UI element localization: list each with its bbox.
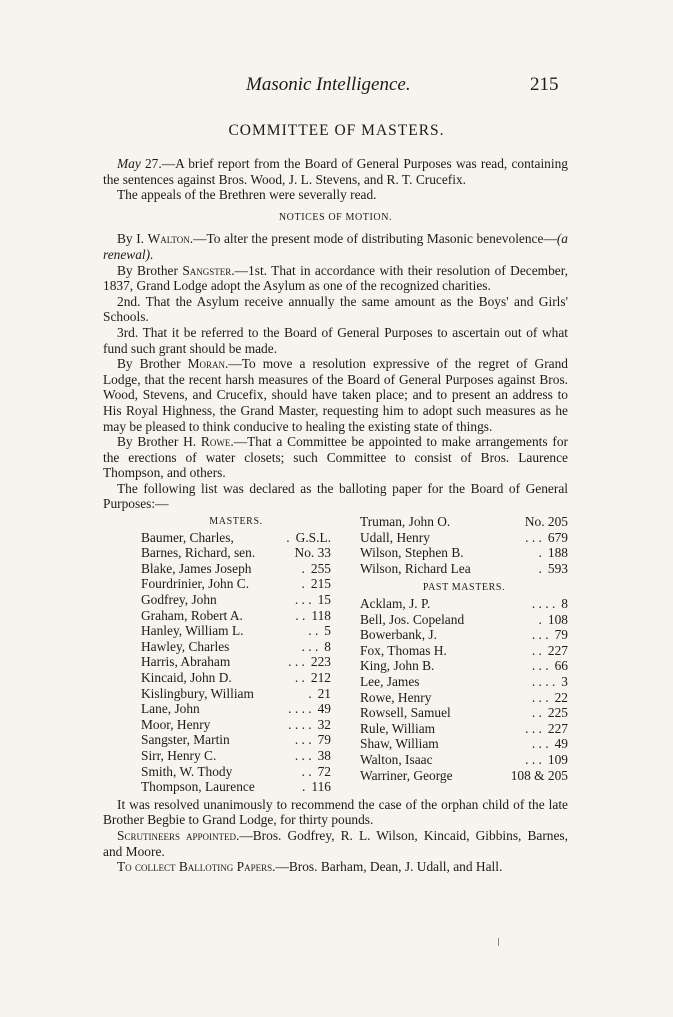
entry-dots: . — [538, 611, 542, 627]
ballot-entry — [360, 612, 568, 628]
entry-name: Hawley, Charles — [141, 638, 230, 654]
ballot-entry — [141, 764, 331, 780]
entry-name: Lane, John — [141, 701, 200, 717]
entry-dots: . . — [531, 642, 542, 658]
ballot-entry — [360, 690, 568, 706]
entry-dots: . . — [295, 607, 306, 623]
report-date: May — [117, 156, 141, 171]
print-mark — [498, 938, 499, 946]
ballot-entry — [360, 705, 568, 721]
entry-dots: . . . . — [288, 716, 312, 732]
entry-name: Udall, Henry — [360, 529, 430, 545]
entry-name: Fourdrinier, John C. — [141, 576, 250, 592]
motion-lead: By I. — [117, 231, 148, 247]
masters-continued-list — [360, 514, 568, 576]
entry-name: Barnes, Richard, sen. — [141, 545, 256, 561]
entry-name: Hanley, William L. — [141, 623, 244, 639]
ballot-list — [103, 514, 568, 795]
entry-number: 108 & 205 — [510, 767, 568, 783]
entry-lodge — [302, 576, 331, 592]
entry-lodge — [539, 612, 568, 628]
ballot-right-column — [360, 514, 568, 795]
entry-name: Graham, Robert A. — [141, 607, 243, 623]
entry-lodge — [525, 752, 568, 768]
report-text: 27.—A brief report from the Board of General Purposes was read, containing the sentences against Bros. Wood, J. L. Stevens, and R. T. Crucefix. — [103, 156, 568, 187]
entry-number: 215 — [310, 576, 331, 592]
entry-name: King, John B. — [360, 658, 435, 674]
entry-dots: . . . — [531, 627, 549, 643]
entry-name: Shaw, William — [360, 736, 439, 752]
entry-number: 255 — [310, 560, 331, 576]
past-masters-list — [360, 596, 568, 783]
entry-lodge — [288, 701, 331, 717]
entry-lodge — [532, 674, 568, 690]
ballot-entry — [360, 721, 568, 737]
entry-lodge — [302, 764, 331, 780]
entry-lodge — [519, 514, 568, 530]
ballot-entry — [141, 545, 331, 561]
entry-dots: . . — [301, 763, 312, 779]
paragraph-sangster-motion — [103, 263, 568, 294]
entry-lodge — [295, 732, 331, 748]
entry-lodge — [539, 545, 568, 561]
motion-text: .—That a Committee be appointed to make arrangements for the erections of water closets; such Committee to consist of Bros. Laurence Thompson, and others. — [103, 434, 568, 481]
ballot-entry — [360, 752, 568, 768]
motion-name: Sangster — [182, 262, 232, 278]
entry-number: 679 — [547, 529, 568, 545]
paragraph-scrutineers — [103, 828, 568, 859]
entry-number: 79 — [554, 627, 568, 643]
entry-number: 8 — [324, 638, 331, 654]
entry-name: Godfrey, John — [141, 592, 217, 608]
entry-number: G.S.L. — [295, 529, 331, 545]
ballot-entry — [360, 658, 568, 674]
entry-dots: . — [301, 560, 305, 576]
entry-dots: . . . — [531, 689, 549, 705]
entry-name: Blake, James Joseph — [141, 560, 252, 576]
entry-dots: . . . — [288, 654, 305, 670]
entry-number: 108 — [547, 611, 568, 627]
entry-number: 8 — [561, 596, 568, 612]
entry-dots: . . — [531, 705, 542, 721]
entry-number: 225 — [547, 705, 568, 721]
entry-lodge — [302, 779, 331, 795]
entry-name: Baumer, Charles, — [141, 529, 234, 545]
paragraph-balloting-collectors — [103, 859, 568, 875]
entry-number: 109 — [547, 751, 568, 767]
entry-number: 188 — [547, 545, 568, 561]
ballot-entry — [141, 670, 331, 686]
ballot-entry — [141, 654, 331, 670]
paragraph-second: 2nd. That the Asylum receive annually the same amount as the Boys' and Girls' Schools. — [103, 293, 568, 325]
entry-lodge — [288, 654, 331, 670]
entry-lodge — [295, 670, 331, 686]
ballot-entry — [360, 561, 568, 577]
motion-lead: By Brother — [117, 356, 188, 372]
paragraph-appeals: The appeals of the Brethren were severally read. — [117, 187, 377, 203]
entry-number: No. 33 — [294, 545, 331, 561]
ballot-entry — [141, 530, 331, 546]
entry-dots: . . . . — [531, 674, 556, 689]
entry-lodge — [532, 643, 568, 659]
entry-dots: . . . — [294, 747, 312, 763]
entry-lodge — [532, 596, 568, 612]
entry-dots: . . . . — [531, 596, 556, 612]
collectors-label: To collect Balloting Papers — [117, 859, 273, 875]
entry-name: Truman, John O. — [360, 514, 451, 530]
entry-dots: . . . . — [288, 701, 312, 717]
notices-heading: NOTICES OF MOTION. — [278, 211, 393, 223]
entry-lodge — [295, 592, 331, 608]
ballot-entry — [141, 623, 331, 639]
entry-lodge — [302, 639, 331, 655]
ballot-entry — [141, 576, 331, 592]
entry-dots: . . . — [525, 751, 542, 767]
entry-number: 66 — [554, 658, 568, 674]
ballot-entry — [360, 736, 568, 752]
entry-dots: . . . — [294, 592, 312, 608]
entry-number: 118 — [311, 607, 331, 623]
entry-name: Warriner, George — [360, 767, 453, 783]
entry-dots: . . — [294, 670, 305, 685]
paragraph-ballot-intro: The following list was declared as the balloting paper for the Board of General Purposes:— — [103, 480, 568, 512]
ballot-entry — [141, 779, 331, 795]
masters-list — [141, 530, 331, 795]
entry-dots: . . . — [525, 720, 542, 736]
entry-dots: . . . — [531, 736, 549, 752]
ballot-entry — [141, 592, 331, 608]
entry-number: 227 — [547, 720, 568, 736]
entry-dots: . . . — [525, 529, 542, 545]
entry-dots: . — [301, 576, 305, 592]
ballot-entry — [141, 639, 331, 655]
entry-number: 49 — [554, 736, 568, 752]
entry-name: Walton, Isaac — [360, 751, 433, 767]
entry-lodge — [286, 530, 331, 546]
ballot-entry — [141, 717, 331, 733]
entry-number: 22 — [554, 689, 568, 705]
collectors-text: .—Bros. Barham, Dean, J. Udall, and Hall. — [272, 859, 503, 875]
entry-lodge — [302, 561, 331, 577]
entry-name: Fox, Thomas H. — [360, 642, 447, 658]
section-title: COMMITTEE OF MASTERS. — [228, 122, 445, 139]
entry-name: Wilson, Richard Lea — [360, 560, 471, 576]
entry-lodge — [289, 545, 331, 561]
entry-dots: . — [302, 779, 306, 795]
entry-dots: . — [308, 685, 312, 701]
ballot-entry — [141, 686, 331, 702]
ballot-entry — [360, 627, 568, 643]
ballot-entry — [360, 596, 568, 612]
past-masters-heading: PAST MASTERS. — [422, 582, 506, 594]
entry-name: Smith, W. Thody — [141, 763, 233, 779]
entry-lodge — [308, 623, 331, 639]
entry-dots: . . . — [294, 732, 312, 748]
entry-number: 5 — [324, 623, 331, 639]
motion-italic: (a renewal). — [103, 231, 568, 262]
entry-lodge — [295, 608, 331, 624]
scrutineers-text: .—Bros. Godfrey, R. L. Wilson, Kincaid, Gibbins, Barnes, and Moore. — [103, 827, 568, 859]
entry-lodge — [532, 658, 568, 674]
entry-name: Moor, Henry — [141, 716, 211, 732]
entry-lodge — [532, 736, 568, 752]
entry-number: 38 — [317, 747, 331, 763]
ballot-entry — [360, 643, 568, 659]
paragraph-third: 3rd. That it be referred to the Board of General Purposes to ascertain out of what fund such grant should be made. — [103, 324, 568, 356]
scrutineers-label: Scrutineers appointed — [117, 827, 237, 843]
entry-number: 116 — [311, 779, 331, 795]
page-body — [103, 156, 568, 875]
entry-name: Sirr, Henry C. — [141, 747, 217, 763]
motion-name: Moran — [187, 356, 225, 372]
entry-lodge — [525, 721, 568, 737]
entry-name: Rule, William — [360, 720, 436, 736]
entry-name: Acklam, J. P. — [360, 596, 431, 612]
entry-dots: . — [538, 545, 542, 561]
page-number: 215 — [530, 74, 559, 95]
ballot-entry — [141, 701, 331, 717]
motion-lead: By Brother H. — [117, 434, 201, 450]
ballot-left-column — [141, 514, 331, 795]
entry-name: Kincaid, John D. — [141, 670, 232, 685]
entry-lodge — [532, 690, 568, 706]
entry-name: Bowerbank, J. — [360, 627, 437, 643]
running-title: Masonic Intelligence. — [246, 74, 411, 95]
entry-lodge — [295, 748, 331, 764]
ballot-entry — [360, 514, 568, 530]
ballot-entry — [141, 748, 331, 764]
entry-number: No. 205 — [524, 514, 568, 530]
entry-dots: . . . — [531, 658, 549, 674]
motion-lead: By Brother — [117, 262, 183, 278]
motion-text: .—To alter the present mode of distributing Masonic benevolence— — [189, 231, 557, 247]
entry-lodge — [505, 768, 568, 784]
masters-heading: MASTERS. — [209, 516, 263, 528]
entry-lodge — [308, 686, 331, 702]
paragraph-resolution: It was resolved unanimously to recommend the case of the orphan child of the late Brother Begbie to Grand Lodge, for thirty pounds. — [103, 796, 568, 828]
entry-dots: . — [538, 560, 542, 576]
entry-number: 593 — [547, 560, 568, 576]
entry-dots: . . . — [301, 638, 319, 654]
entry-name: Harris, Abraham — [141, 654, 231, 670]
entry-lodge — [539, 561, 568, 577]
entry-name: Wilson, Stephen B. — [360, 545, 464, 561]
entry-name: Rowsell, Samuel — [360, 705, 451, 721]
entry-number: 15 — [317, 592, 331, 608]
paragraph-moran-motion — [103, 356, 568, 434]
entry-number: 21 — [317, 685, 331, 701]
entry-number: 32 — [317, 716, 331, 732]
motion-text: .—To move a resolution expressive of the regret of Grand Lodge, that the recent harsh measures of the Board of General Purposes against Bros. Wood, Stevens, and Crucefix, should have taken place; and to present an address to His Royal Highness, the Grand Master, requesting him to adopt such measures as he may be pleased to think conducive to healing the existing state of things. — [103, 356, 568, 434]
ballot-entry — [141, 732, 331, 748]
entry-name: Lee, James — [360, 674, 420, 689]
entry-name: Rowe, Henry — [360, 689, 432, 705]
ballot-entry — [141, 561, 331, 577]
entry-lodge — [532, 705, 568, 721]
entry-name: Thompson, Laurence — [141, 779, 255, 795]
motion-text: .—1st. That in accordance with their resolution of December, 1837, Grand Lodge adopt the Asylum as one of the recognized charities. — [103, 262, 569, 294]
paragraph-report — [103, 156, 568, 187]
entry-number: 212 — [310, 670, 331, 685]
entry-lodge — [525, 530, 568, 546]
ballot-entry — [141, 608, 331, 624]
motion-name: Rowe — [200, 434, 231, 450]
entry-name: Kislingbury, William — [141, 685, 254, 701]
entry-number: 79 — [317, 732, 331, 748]
entry-lodge — [532, 627, 568, 643]
entry-dots: . . — [308, 623, 319, 639]
entry-name: Sangster, Martin — [141, 732, 230, 748]
page-header — [0, 74, 673, 98]
entry-dots: . — [286, 529, 290, 545]
entry-lodge — [288, 717, 331, 733]
entry-number: 72 — [317, 763, 331, 779]
ballot-entry — [360, 674, 568, 690]
entry-number: 223 — [310, 654, 331, 670]
motion-name: Walton — [147, 231, 190, 247]
entry-name: Bell, Jos. Copeland — [360, 611, 465, 627]
entry-number: 227 — [547, 642, 568, 658]
entry-number: 49 — [317, 701, 331, 717]
ballot-entry — [360, 545, 568, 561]
ballot-entry — [360, 768, 568, 784]
paragraph-rowe-motion — [103, 434, 568, 481]
paragraph-walton-motion — [103, 231, 568, 262]
entry-number: 3 — [561, 674, 568, 689]
ballot-entry — [360, 530, 568, 546]
